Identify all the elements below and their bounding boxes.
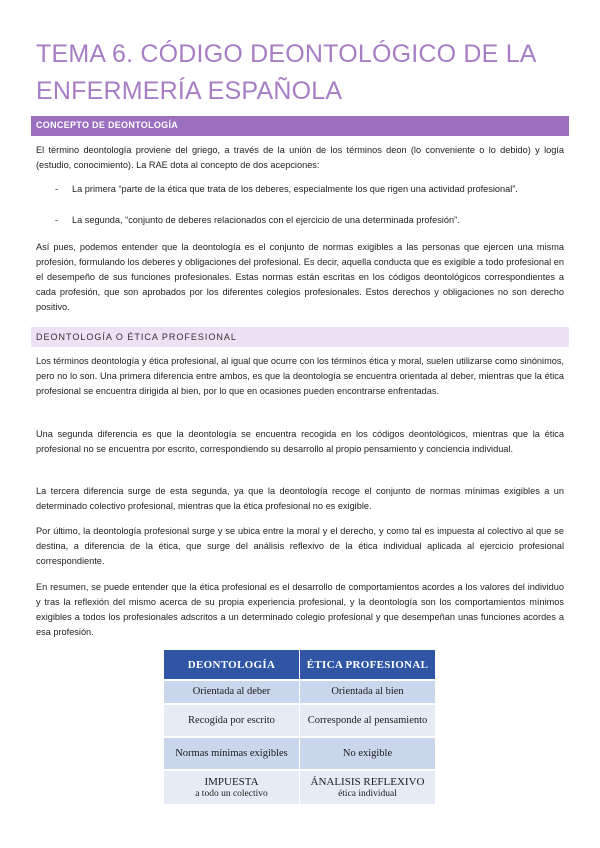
paragraph: En resumen, se puede entender que la ética profesional es el desarrollo de comportamientos acordes a los valores del individuo y tras la reflexión del mismo acerca de su propia experiencia profesional, y la deontología son los comportamientos mínimos exigibles a todos los profesionales adscritos a un determinado colegio profesional y que desempeñan unas funciones acordes a esa profesión. bbox=[36, 582, 564, 637]
table-cell bbox=[164, 769, 300, 804]
table-cell: Normas mínimas exigibles bbox=[164, 736, 300, 769]
table-cell-sub: ética individual bbox=[338, 788, 397, 799]
section-heading-label: DEONTOLOGÍA O ÉTICA PROFESIONAL bbox=[36, 332, 237, 342]
table-cell: Corresponde al pensamiento bbox=[300, 703, 436, 736]
section-heading-label: CONCEPTO DE DEONTOLOGÍA bbox=[36, 120, 179, 130]
page-title: TEMA 6. CÓDIGO DEONTOLÓGICO DE LA ENFERMERÍA ESPAÑOLA bbox=[36, 40, 536, 105]
paragraph: Los términos deontología y ética profesional, al igual que ocurre con los términos ética y moral, suelen utilizarse como sinónimos, pero no lo son. Una primera diferencia entre ambos, es que la deontología se encuentra orientada al deber, mientras que la ética profesional se encuentra dirigida al bien, por lo que en ocasiones pueden encontrarse enfrentadas. bbox=[36, 356, 564, 396]
table-cell bbox=[300, 769, 436, 804]
table-cell: Orientada al deber bbox=[164, 679, 300, 703]
bullet-dash: - bbox=[55, 215, 59, 225]
table-cell: No exigible bbox=[300, 736, 436, 769]
section-heading-etica bbox=[31, 327, 569, 347]
paragraph-intro: El término deontología proviene del griego, a través de la unión de los términos deon (lo conveniente o lo debido) y logía (estudio, conocimiento). La RAE dota al concepto de dos acepciones: bbox=[36, 145, 564, 170]
table-row bbox=[164, 679, 436, 703]
paragraph: Por último, la deontología profesional surge y se ubica entre la moral y el derecho, y como tal es impuesta al colectivo al que se destina, a diferencia de la ética, que surge del análisis reflexivo de la ética individual aplicada al ejercicio profesional correspondiente. bbox=[36, 526, 564, 566]
list-item-text: La segunda, “conjunto de deberes relacionados con el ejercicio de una determinada profesión”. bbox=[72, 215, 460, 225]
list-item bbox=[55, 213, 564, 228]
paragraph: Una segunda diferencia es que la deontología se encuentra recogida en los códigos deontológicos, mientras que la ética profesional no se encuentra por escrito, correspondiendo su desarrollo al propio pensamiento y conciencia individual. bbox=[36, 429, 564, 454]
table-cell-sub: a todo un colectivo bbox=[195, 788, 268, 799]
table-header-row bbox=[164, 650, 436, 679]
paragraph: La tercera diferencia surge de esta segunda, ya que la deontología recoge el conjunto de normas mínimas exigibles a un determinado colectivo profesional, mientras que la ética profesional no es exigible. bbox=[36, 486, 564, 511]
table-cell: Orientada al bien bbox=[300, 679, 436, 703]
table-row bbox=[164, 736, 436, 769]
paragraph-conclusion: Así pues, podemos entender que la deontología es el conjunto de normas exigibles a las personas que ejercen una misma profesión, formulando los deberes y obligaciones del profesional. Es decir, aquella conducta que es exigible a todo profesional en el desempeño de sus funciones profesionales. Estas normas están escritas en los códigos deontológicos correspondientes a cada profesión, que son aprobados por los diferentes colegios profesionales. Estos derechos y obligaciones no son derecho positivo. bbox=[36, 242, 564, 312]
table-row bbox=[164, 703, 436, 736]
table-header-deontologia: DEONTOLOGÍA bbox=[164, 650, 300, 679]
table-header-etica: ÉTICA PROFESIONAL bbox=[300, 650, 436, 679]
table-row bbox=[164, 769, 436, 804]
table-cell-main: IMPUESTA bbox=[204, 775, 259, 788]
table-cell-main: ÁNALISIS REFLEXIVO bbox=[310, 775, 425, 788]
list-item-text: La primera “parte de la ética que trata de los deberes, especialmente los que rigen una actividad profesional”. bbox=[72, 184, 518, 194]
comparison-table bbox=[164, 650, 436, 804]
section-heading-concepto bbox=[31, 116, 569, 136]
list-item bbox=[55, 182, 564, 197]
table-cell: Recogida por escrito bbox=[164, 703, 300, 736]
bullet-dash: - bbox=[55, 184, 59, 194]
